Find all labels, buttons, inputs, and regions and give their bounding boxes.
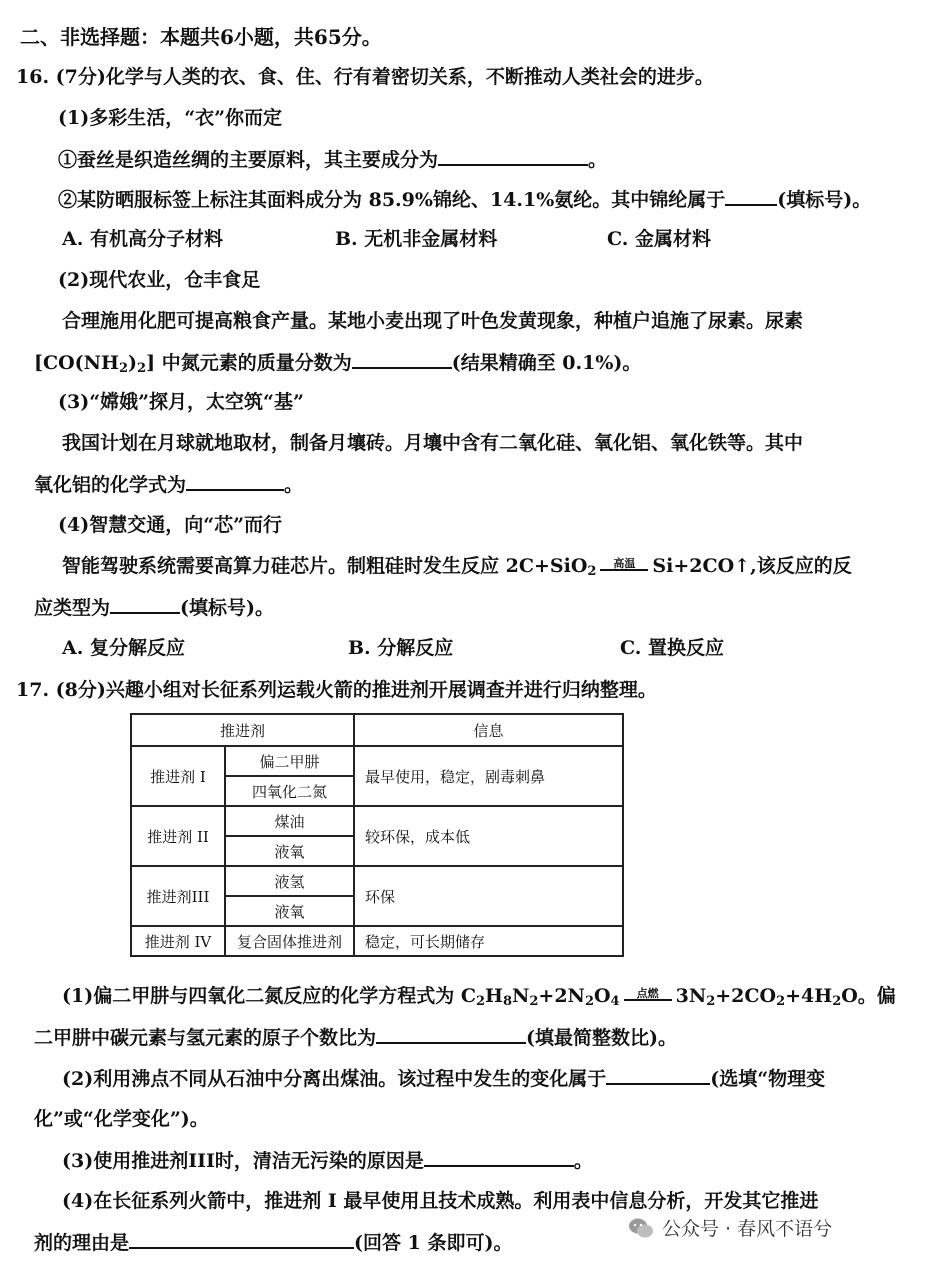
q16-part2-text2: $[CO(NH_2)_2]$ 中氮元素的质量分数为 (结果精确至 0.1%)。 — [34, 349, 641, 382]
propellant-name: 推进剂 I — [131, 746, 225, 806]
q17-part2-text2: 化”或“化学变化”)。 — [34, 1108, 209, 1130]
q16-part3-text1: 我国计划在月球就地取材，制备月壤砖。月壤中含有二氧化硅、氧化铝、氧化铁等。其中 — [62, 432, 804, 454]
propellant-component: 四氧化二氮 — [225, 776, 354, 806]
answer-blank[interactable] — [129, 1229, 354, 1249]
q16-stem: 16. (7分)化学与人类的衣、食、住、行有着密切关系，不断推动人类社会的进步。 — [16, 66, 714, 88]
q16-part4-option-b: B. 分解反应 — [348, 637, 454, 659]
propellant-info: 稳定，可长期储存 — [354, 926, 623, 956]
q16-part4-option-c: C. 置换反应 — [620, 637, 725, 659]
wechat-icon — [628, 1217, 654, 1239]
q17-part4-text2: 剂的理由是 (回答 1 条即可)。 — [34, 1229, 512, 1256]
table-header-propellant: 推进剂 — [131, 714, 354, 746]
propellant-info: 环保 — [354, 866, 623, 926]
propellant-info: 较环保，成本低 — [354, 806, 623, 866]
answer-blank[interactable] — [110, 594, 180, 614]
propellant-info: 最早使用，稳定，剧毒刺鼻 — [354, 746, 623, 806]
answer-blank[interactable] — [376, 1024, 526, 1044]
propellant-component: 偏二甲肼 — [225, 746, 354, 776]
answer-blank[interactable] — [606, 1065, 710, 1085]
q17-part4-text1: (4)在长征系列火箭中，推进剂 I 最早使用且技术成熟。利用表中信息分析，开发其它推进 — [62, 1190, 819, 1212]
watermark — [628, 1214, 832, 1241]
q16-part1-a — [58, 146, 607, 173]
propellant-name: 推进剂III — [131, 866, 225, 926]
table-row — [131, 806, 623, 836]
q16-part4-title: (4)智慧交通，向“芯”而行 — [58, 514, 283, 536]
q16-part4-text2: 应类型为 (填标号)。 — [34, 594, 274, 621]
table-header-info: 信息 — [354, 714, 623, 746]
propellant-component: 液氧 — [225, 836, 354, 866]
section-title: 二、非选择题：本题共6小题，共65分。 — [20, 25, 382, 49]
urea-formula: $[CO(NH_2)_2]$ — [34, 352, 156, 376]
q16-part2-title: (2)现代农业，仓丰食足 — [58, 269, 261, 291]
q16-part1-a-text: ①蚕丝是织造丝绸的主要原料，其主要成分为 — [58, 149, 439, 171]
propellant-component: 液氢 — [225, 866, 354, 896]
propellant-name: 推进剂 IV — [131, 926, 225, 956]
q16-part1-b-end: (填标号)。 — [777, 189, 872, 211]
reaction-arrow: 点燃 — [620, 987, 676, 1007]
table-header-row — [131, 714, 623, 746]
propellant-component: 液氧 — [225, 896, 354, 926]
q16-part2-text1: 合理施用化肥可提高粮食产量。某地小麦出现了叶色发黄现象，种植户追施了尿素。尿素 — [62, 310, 804, 332]
q17-part1-text1: (1)偏二甲肼与四氧化二氮反应的化学方程式为 $C_2H_8N_2+2N_2O_4$ 点燃 $3N_2+2CO_2+4H_2O$。偏 — [62, 985, 896, 1009]
answer-blank[interactable] — [424, 1147, 574, 1167]
answer-blank[interactable] — [438, 146, 588, 166]
table-row — [131, 866, 623, 896]
propellant-name: 推进剂 II — [131, 806, 225, 866]
q17-part1-text2: 二甲肼中碳元素与氢元素的原子个数比为 (填最简整数比)。 — [34, 1024, 677, 1051]
q16-part1-option-c: C. 金属材料 — [607, 228, 712, 250]
q16-part4-option-a: A. 复分解反应 — [62, 637, 185, 659]
table-row — [131, 926, 623, 956]
q17-part3: (3)使用推进剂III时，清洁无污染的原因是 。 — [62, 1147, 593, 1174]
q17-stem: 17. (8分)兴趣小组对长征系列运载火箭的推进剂开展调查并进行归纳整理。 — [16, 679, 657, 701]
q16-part1-b-text: ②某防晒服标签上标注其面料成分为 85.9%锦纶、14.1%氨纶。其中锦纶属于 — [58, 189, 726, 211]
reaction-arrow: 高温 — [596, 557, 652, 577]
q16-part1-a-end: 。 — [588, 149, 608, 171]
q16-part3-title: (3)“嫦娥”探月，太空筑“基” — [58, 391, 304, 413]
q16-part1-option-a: A. 有机高分子材料 — [62, 228, 223, 250]
q17-part2-text1: (2)利用沸点不同从石油中分离出煤油。该过程中发生的变化属于 (选填“物理变 — [62, 1065, 825, 1092]
q16-part3-text2: 氧化铝的化学式为 。 — [34, 471, 303, 498]
q16-part4-text1: 智能驾驶系统需要高算力硅芯片。制粗硅时发生反应 2C+SiO$_2$ 高温 Si+2CO↑,该反应的反 — [62, 555, 852, 579]
table-row — [131, 746, 623, 776]
propellant-table — [130, 713, 624, 957]
q16-part1-title: (1)多彩生活，“衣”你而定 — [58, 107, 283, 129]
watermark-text: 公众号 · 春风不语兮 — [662, 1218, 833, 1240]
q16-part1-b — [58, 186, 871, 213]
answer-blank[interactable] — [352, 349, 452, 369]
answer-blank[interactable] — [725, 186, 777, 206]
propellant-component: 复合固体推进剂 — [225, 926, 354, 956]
propellant-component: 煤油 — [225, 806, 354, 836]
q16-part1-option-b: B. 无机非金属材料 — [335, 228, 498, 250]
answer-blank[interactable] — [186, 471, 284, 491]
